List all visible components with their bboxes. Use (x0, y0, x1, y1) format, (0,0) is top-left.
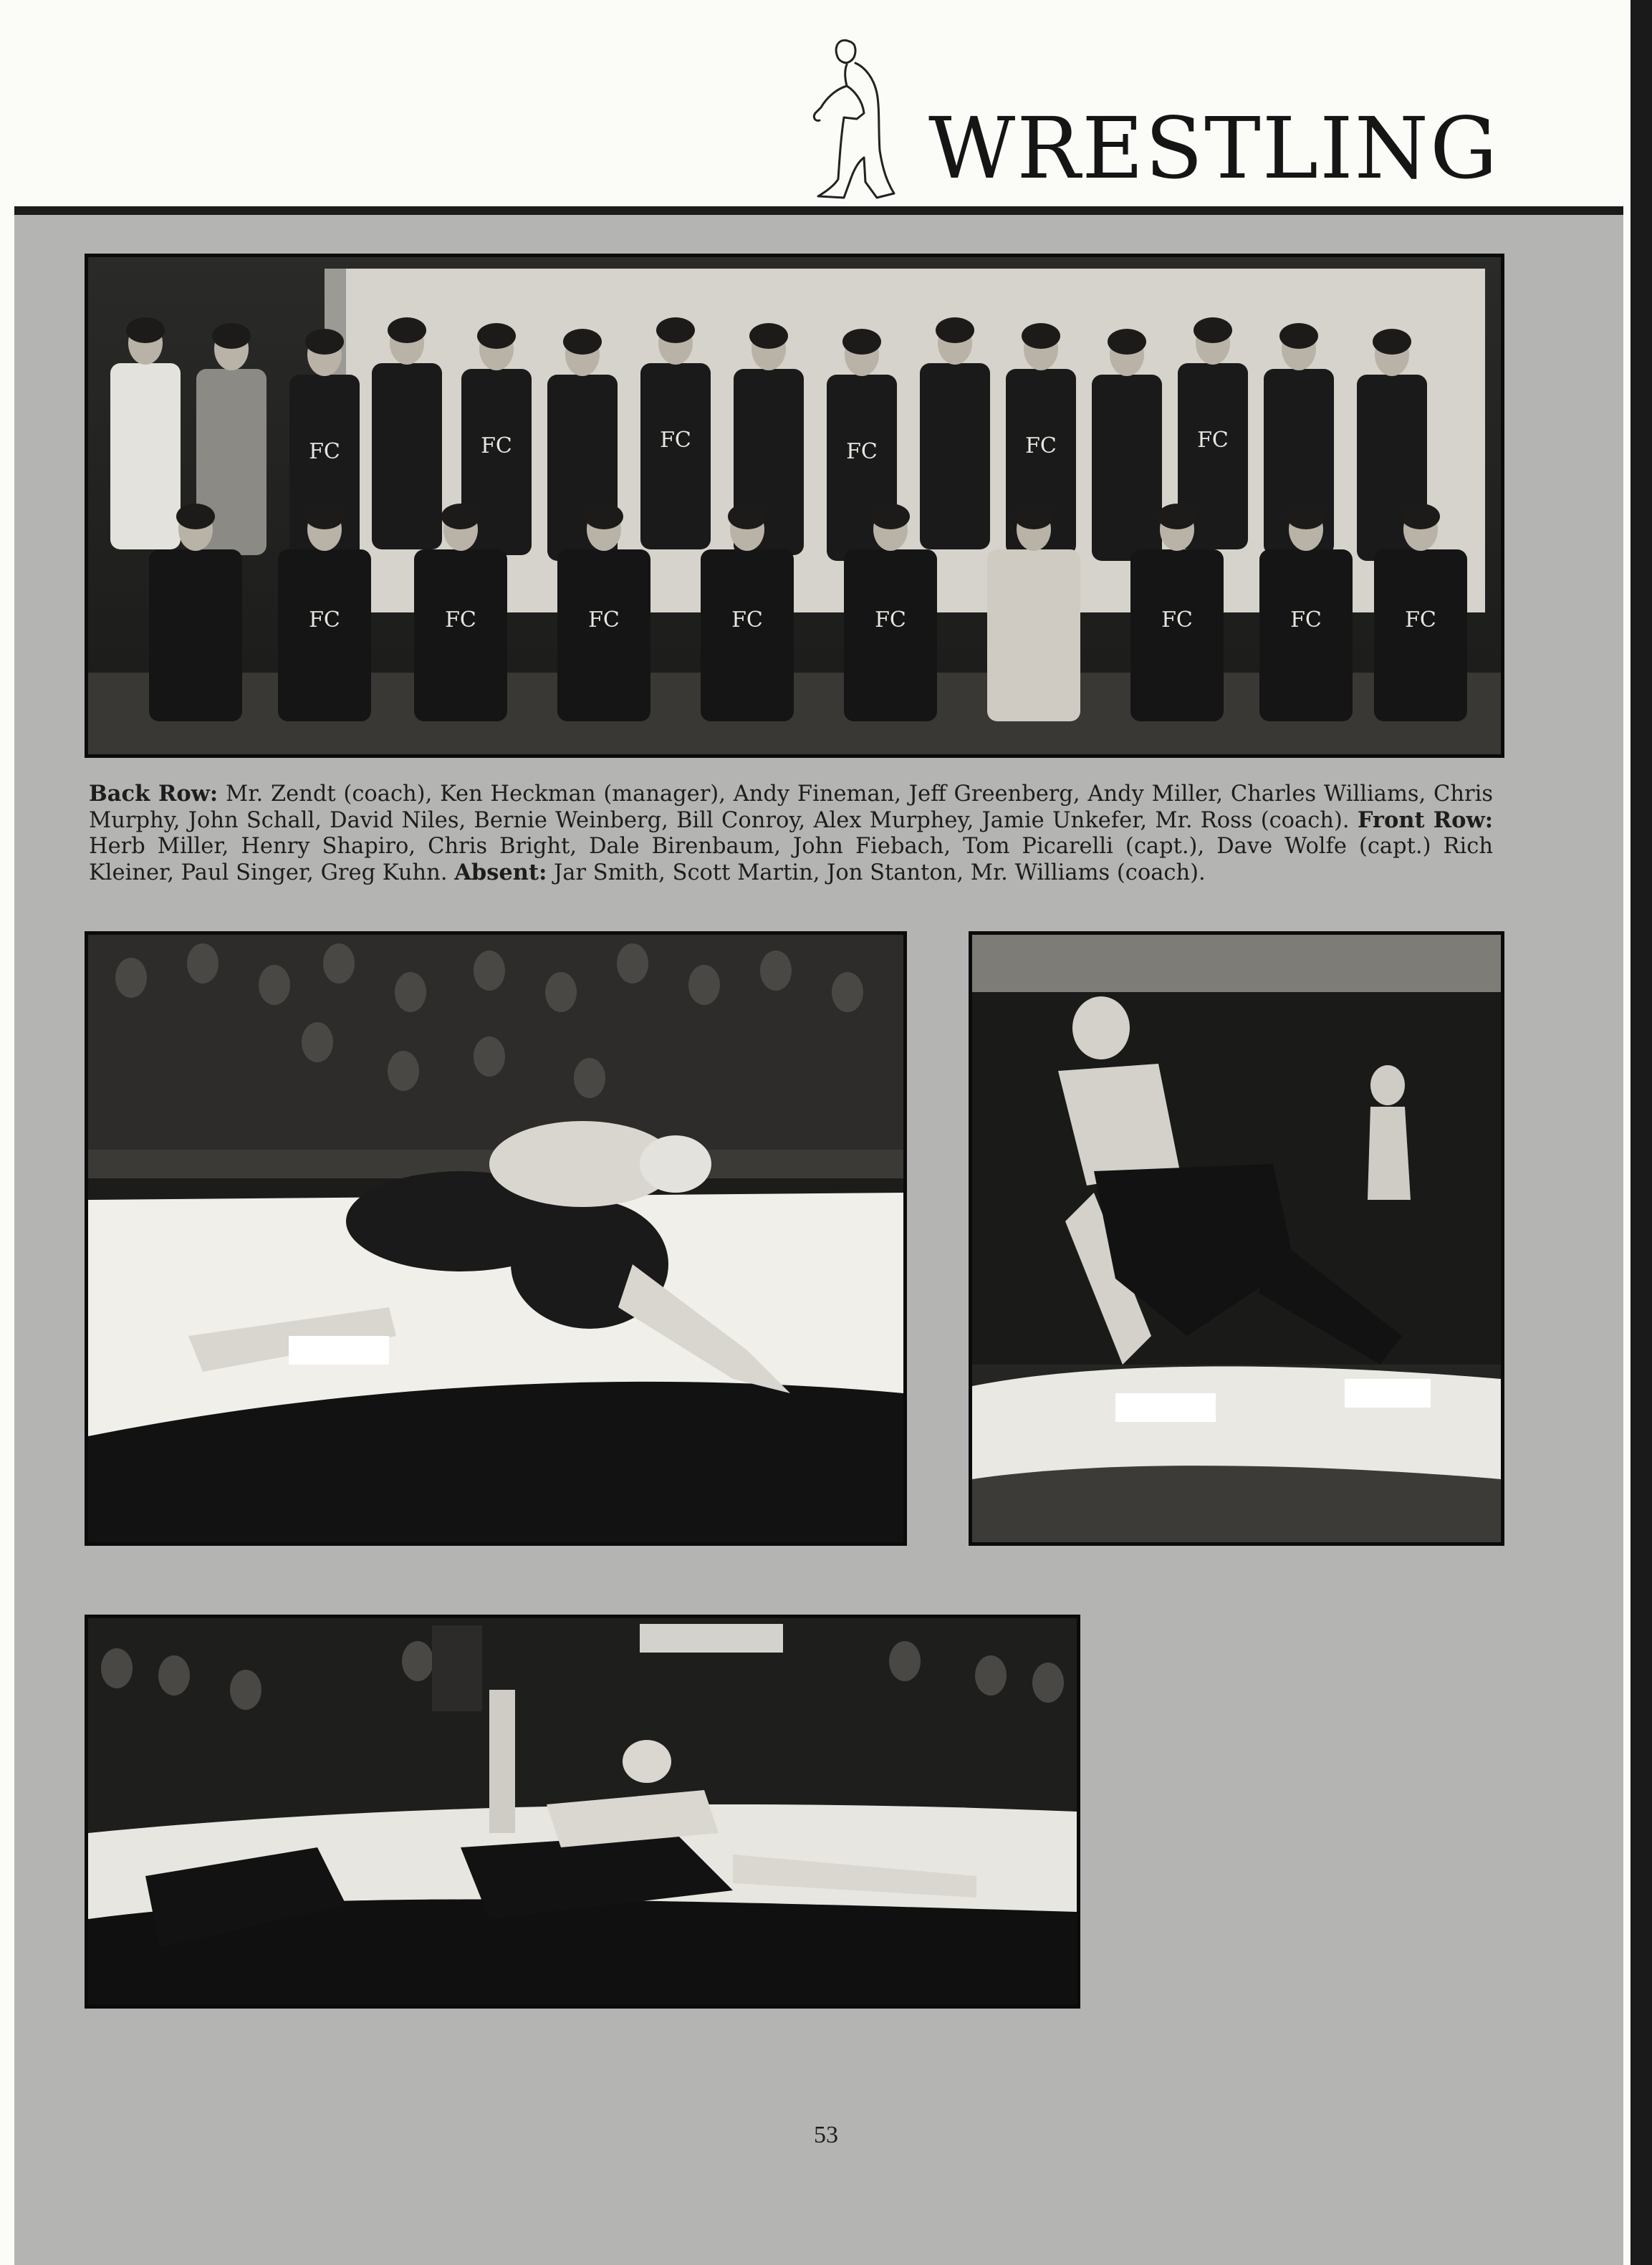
team-photo-caption (89, 781, 1493, 886)
jersey-lettering: FC (1405, 607, 1436, 633)
jersey-lettering: FC (875, 607, 906, 633)
jersey-lettering: FC (1161, 607, 1193, 633)
jersey-lettering: FC (660, 428, 691, 453)
page-title: WRESTLING (928, 99, 1499, 198)
absent-label: Absent: (454, 860, 547, 885)
jersey-lettering: FC (1025, 433, 1057, 458)
match-photo-takedown (85, 931, 907, 1546)
team-photo (85, 254, 1504, 758)
jersey-lettering: FC (731, 607, 763, 633)
front-row-names: Herb Miller, Henry Shapiro, Chris Bright, Dale Birenbaum, John Fiebach, Tom Picarelli (capt.), Dave Wolfe (capt.) Rich Kleiner, Paul Singer, Greg Kuhn. (89, 834, 1493, 885)
jersey-lettering: FC (309, 439, 340, 464)
page-number: 53 (814, 2122, 838, 2148)
header-divider (14, 206, 1623, 215)
jersey-lettering: FC (309, 607, 340, 633)
jersey-lettering: FC (588, 607, 620, 633)
back-row-names: Mr. Zendt (coach), Ken Heckman (manager), Andy Fineman, Jeff Greenberg, Andy Miller, Charles Williams, Chris Murphy, John Schall, David Niles, Bernie Weinberg, Bill Conroy, Alex Murphey, Jamie Unkefer, Mr. Ross (coach). (89, 782, 1493, 833)
absent-names: Jar Smith, Scott Martin, Jon Stanton, Mr. Williams (coach). (554, 860, 1206, 885)
match-photo-referee (85, 1615, 1080, 2009)
jersey-lettering: FC (481, 433, 512, 458)
back-row-label: Back Row: (89, 781, 218, 807)
jersey-lettering: FC (846, 439, 878, 464)
front-row-label: Front Row: (1357, 807, 1493, 833)
jersey-lettering: FC (1290, 607, 1322, 633)
page-header (0, 0, 1652, 205)
match-photo-standing (969, 931, 1504, 1546)
page-edge (1631, 0, 1652, 2265)
jersey-lettering: FC (445, 607, 476, 633)
wrestler-silhouette-icon (794, 29, 916, 215)
jersey-lettering: FC (1197, 428, 1229, 453)
